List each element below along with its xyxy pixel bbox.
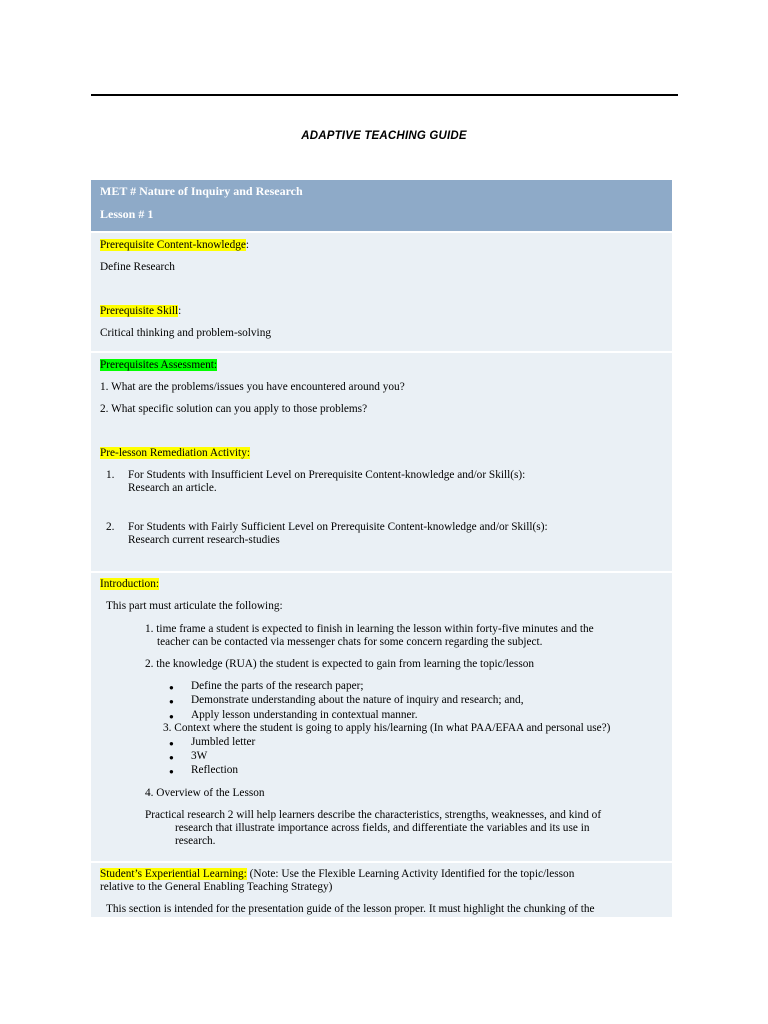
guide-table bbox=[91, 180, 672, 917]
overview-line-1: Practical research 2 will help learners describe the characteristics, strengths, weaknesses, and kind of bbox=[145, 809, 602, 821]
bullet-icon: ● bbox=[169, 767, 174, 776]
document-title: ADAPTIVE TEACHING GUIDE bbox=[301, 130, 467, 142]
remediation-2-line-2: Research current research-studies bbox=[128, 534, 280, 546]
assessment-question-2: 2. What specific solution can you apply to those problems? bbox=[100, 403, 368, 415]
intro-item-2: 2. the knowledge (RUA) the student is expected to gain from learning the topic/lesson bbox=[145, 658, 535, 670]
assessment-label: Prerequisites Assessment: bbox=[100, 359, 218, 371]
prerequisite-content-value: Define Research bbox=[100, 261, 175, 273]
remediation-1-line-2: Research an article. bbox=[128, 482, 217, 494]
bullet-icon: ● bbox=[169, 753, 174, 762]
context-bullet-3: Reflection bbox=[191, 764, 239, 776]
bullet-icon: ● bbox=[169, 712, 174, 721]
intro-bullet-1: Define the parts of the research paper; bbox=[191, 680, 364, 692]
remediation-2-number: 2. bbox=[106, 521, 115, 533]
bullet-icon: ● bbox=[169, 683, 174, 692]
intro-bullet-2: Demonstrate understanding about the nature of inquiry and research; and, bbox=[191, 694, 524, 706]
experiential-label: Student’s Experiential Learning: bbox=[100, 868, 247, 880]
remediation-label: Pre-lesson Remediation Activity: bbox=[100, 447, 250, 459]
remediation-1-line-1: For Students with Insufficient Level on Prerequisite Content-knowledge and/or Skill(s): bbox=[128, 469, 526, 481]
introduction-section bbox=[91, 571, 672, 861]
prerequisite-content-label: Prerequisite Content-knowledge bbox=[100, 239, 246, 251]
intro-bullet-3: Apply lesson understanding in contextual manner. bbox=[191, 709, 418, 721]
introduction-label: Introduction: bbox=[100, 578, 159, 590]
overview-line-2: research that illustrate importance across fields, and differentiate the variables and its use in bbox=[175, 822, 590, 834]
table-header bbox=[91, 180, 672, 231]
experiential-body: This section is intended for the presentation guide of the lesson proper. It must highlight the chunking of the bbox=[106, 903, 595, 915]
bullet-icon: ● bbox=[169, 739, 174, 748]
context-bullet-2: 3W bbox=[191, 750, 208, 762]
met-title: MET # Nature of Inquiry and Research bbox=[100, 184, 303, 198]
context-bullet-1: Jumbled letter bbox=[191, 736, 256, 748]
intro-item-1-line-1: 1. time frame a student is expected to finish in learning the lesson within forty-five minutes and the bbox=[145, 623, 594, 635]
prerequisite-skill-value: Critical thinking and problem-solving bbox=[100, 327, 271, 339]
overview-line-3: research. bbox=[175, 835, 216, 847]
remediation-1-number: 1. bbox=[106, 469, 115, 481]
top-rule bbox=[91, 94, 678, 96]
introduction-lead: This part must articulate the following: bbox=[106, 600, 283, 612]
intro-item-1-line-2: teacher can be contacted via messenger chats for some concern regarding the subject. bbox=[157, 636, 543, 648]
assessment-question-1: 1. What are the problems/issues you have encountered around you? bbox=[100, 381, 405, 393]
bullet-icon: ● bbox=[169, 697, 174, 706]
assessment-section bbox=[91, 351, 672, 571]
experiential-note-line-2: relative to the General Enabling Teaching Strategy) bbox=[100, 881, 333, 893]
prerequisite-section: Prerequisite Content-knowledge: Define Research Prerequisite Skill: Critical thinking and problem-solving bbox=[91, 231, 672, 351]
intro-item-3: 3. Context where the student is going to apply his/learning (In what PAA/EFAA and personal use?) bbox=[163, 722, 611, 734]
experiential-section bbox=[91, 861, 672, 917]
experiential-note-line-1: (Note: Use the Flexible Learning Activity Identified for the topic/lesson bbox=[246, 868, 575, 880]
lesson-number: Lesson # 1 bbox=[100, 207, 154, 221]
remediation-2-line-1: For Students with Fairly Sufficient Level on Prerequisite Content-knowledge and/or Skill(s): bbox=[128, 521, 548, 533]
intro-item-4: 4. Overview of the Lesson bbox=[145, 787, 265, 799]
prerequisite-skill-label: Prerequisite Skill bbox=[100, 305, 179, 317]
